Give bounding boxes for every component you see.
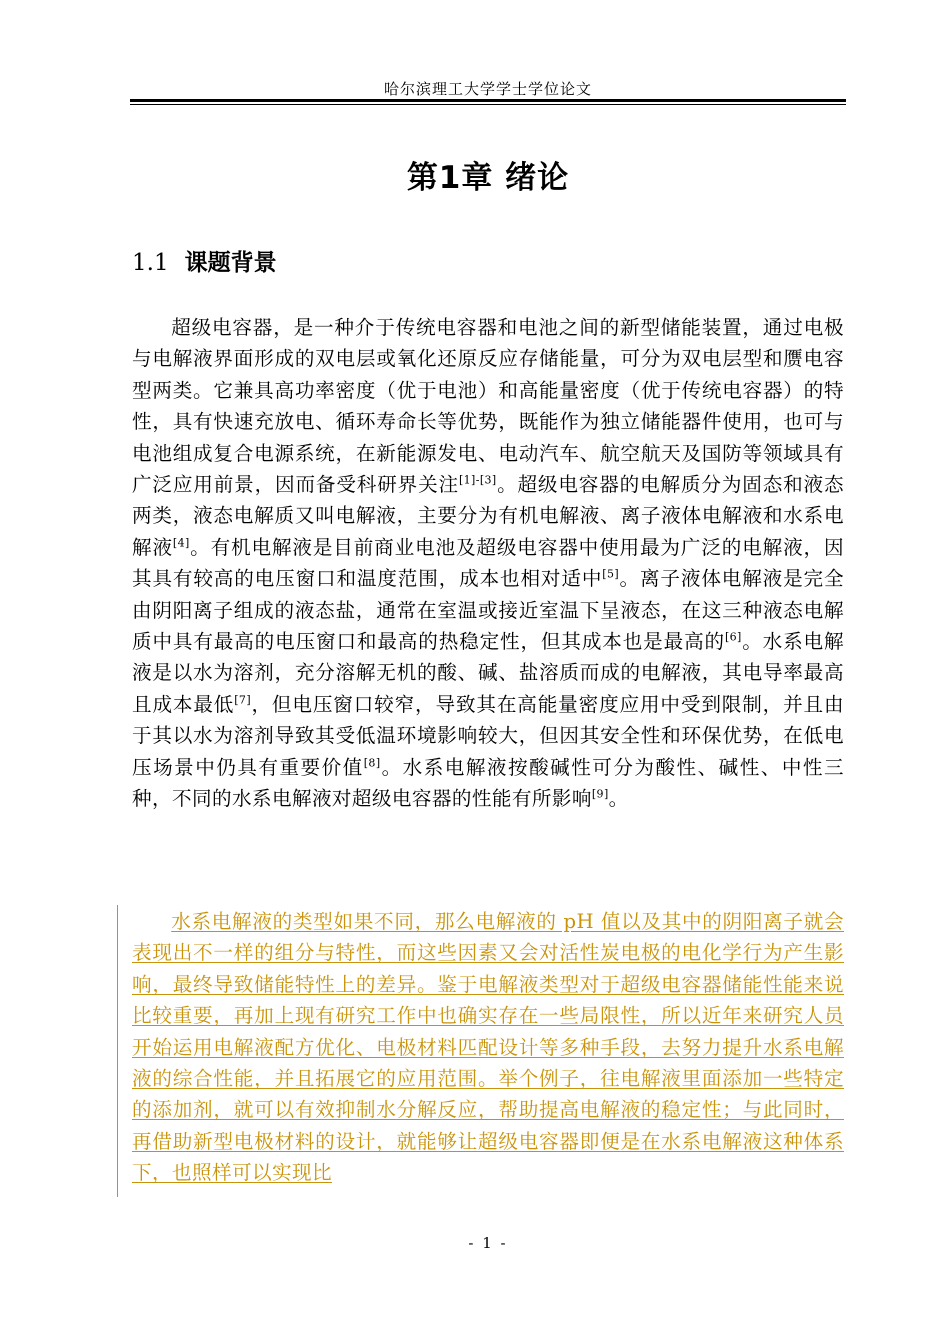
para1-text-5: 。水系电解液是以水为溶剂，充分溶解无机的酸、碱、盐溶质而成的电解液，其电导率最高且成本最低 (132, 630, 844, 716)
header-rule-thin (130, 104, 846, 105)
para1-text-4: 。离子液体电解液是完全由阴阳离子组成的液态盐，通常在室温或接近室温下呈液态，在这三种液态电解质中具有最高的电压窗口和最高的热稳定性，但其成本也是最高的 (132, 567, 844, 654)
para1-text-2: 。超级电容器的电解质分为固态和液态两类，液态电解质又叫电解液，主要分为有机电解液、离子液体电解液和水系电解液 (132, 473, 844, 559)
section-heading (132, 244, 277, 277)
citation-7: [7] (234, 693, 252, 707)
page-number: - 1 - (468, 1234, 508, 1252)
citation-6: [6] (724, 630, 742, 644)
citation-8: [8] (363, 756, 381, 770)
para1-text-6: ，但电压窗口较窄，导致其在高能量密度应用中受到限制，并且由于其以水为溶剂导致其受低温环境影响较大，但因其安全性和环保优势，在低电压场景中仍具有重要价值 (132, 692, 844, 779)
section-title: 课题背景 (184, 250, 277, 276)
citation-4: [4] (172, 536, 190, 550)
citation-9: [9] (591, 787, 609, 801)
para1-text-1: 超级电容器，是一种介于传统电容器和电池之间的新型储能装置，通过电极与电解液界面形成的双电层或氧化还原反应存储能量，可分为双电层型和赝电容型两类。它兼具高功率密度（优于电池）和高能量密度（优于传统电容器）的特性，具有快速充放电、循环寿命长等优势，既能作为独立储能器件使用，也可与电池组成复合电源系统，在新能源发电、电动汽车、航空航天及国防等领域具有广泛应用前景，因而备受科研界关注 (132, 316, 844, 497)
citation-5: [5] (602, 567, 620, 581)
running-header: 哈尔滨理工大学学士学位论文 (383, 80, 592, 98)
section-number: 1.1 (132, 250, 169, 276)
chapter-title: 第1章 绪论 (406, 160, 570, 196)
body-paragraph-2-tracked-insertion: 水系电解液的类型如果不同，那么电解液的 pH 值以及其中的阴阳离子就会表现出不一样的组分与特性，而这些因素又会对活性炭电极的电化学行为产生影响，最终导致储能特性上的差异。鉴于电解液类型对于超级电容器储能性能来说比较重要，再加上现有研究工作中也确实存在一些局限性，所以近年来研究人员开始运用电解液配方优化、电极材料匹配设计等多种手段，去努力提升水系电解液的综合性能，并且拓展它的应用范围。举个例子，往电解液里面添加一些特定的添加剂，就可以有效抑制水分解反应，帮助提高电解液的稳定性；与此同时，再借助新型电极材料的设计，就能够让超级电容器即便是在水系电解液这种体系下，也照样可以实现比 (132, 910, 844, 1185)
header-rule-thick (130, 99, 846, 102)
para1-text-3: 。有机电解液是目前商业电池及超级电容器中使用最为广泛的电解液，因其具有较高的电压窗口和温度范围，成本也相对适中 (132, 535, 844, 591)
citation-1-3: [1]-[3] (458, 473, 497, 487)
para1-text-8: 。 (608, 787, 629, 811)
body-paragraph-1 (132, 312, 844, 815)
revision-change-bar (117, 905, 118, 1197)
para1-text-7: 。水系电解液按酸碱性可分为酸性、碱性、中性三种，不同的水系电解液对超级电容器的性能有所影响 (132, 755, 844, 811)
